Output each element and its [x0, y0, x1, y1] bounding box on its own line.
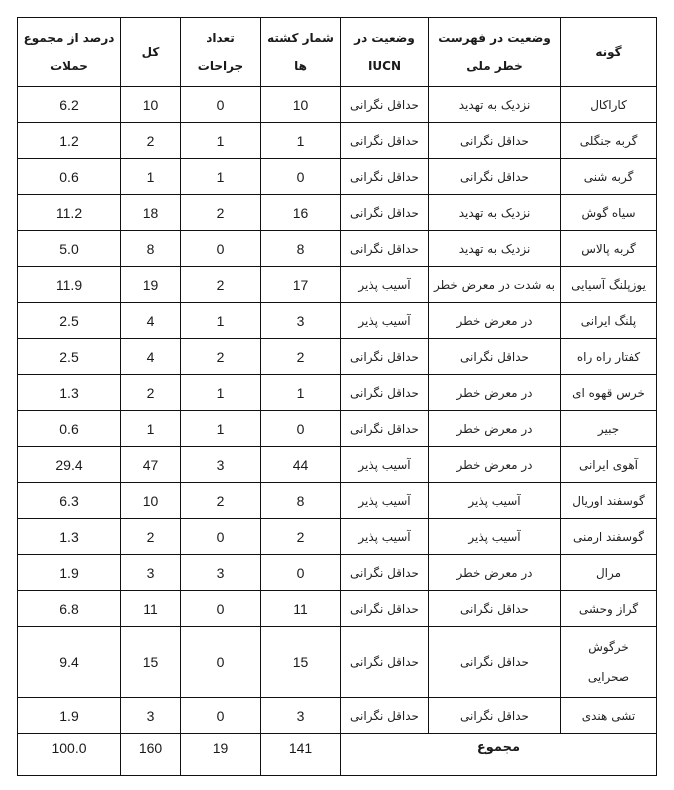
table-row: [18, 375, 657, 411]
total-count: 160: [121, 734, 181, 776]
table-row: [18, 555, 657, 591]
table-row: [18, 159, 657, 195]
total-label: مجموع: [341, 734, 657, 776]
cell-kills: 0: [261, 159, 341, 195]
totals-row: [18, 734, 657, 776]
cell-species: مرال: [561, 555, 657, 591]
cell-kills: 15: [261, 627, 341, 698]
cell-national-status: آسیب پذیر: [429, 483, 561, 519]
total-injuries: 19: [181, 734, 261, 776]
cell-total: 18: [121, 195, 181, 231]
cell-iucn-status: حداقل نگرانی: [341, 231, 429, 267]
cell-kills: 16: [261, 195, 341, 231]
cell-iucn-status: حداقل نگرانی: [341, 627, 429, 698]
cell-species: تشی هندی: [561, 698, 657, 734]
table-row: [18, 483, 657, 519]
header-total: کل: [121, 18, 181, 87]
cell-species: آهوی ایرانی: [561, 447, 657, 483]
cell-injuries: 3: [181, 447, 261, 483]
header-row: [18, 18, 657, 87]
cell-percent: 11.9: [18, 267, 121, 303]
cell-total: 4: [121, 339, 181, 375]
cell-injuries: 1: [181, 411, 261, 447]
cell-total: 15: [121, 627, 181, 698]
cell-injuries: 0: [181, 231, 261, 267]
cell-percent: 1.3: [18, 375, 121, 411]
cell-percent: 11.2: [18, 195, 121, 231]
cell-iucn-status: آسیب پذیر: [341, 483, 429, 519]
cell-injuries: 1: [181, 303, 261, 339]
cell-total: 19: [121, 267, 181, 303]
cell-species: سیاه گوش: [561, 195, 657, 231]
header-percent: درصد از مجموع حملات: [18, 18, 121, 87]
cell-national-status: در معرض خطر: [429, 375, 561, 411]
cell-total: 2: [121, 375, 181, 411]
cell-species: گوسفند اوریال: [561, 483, 657, 519]
cell-iucn-status: حداقل نگرانی: [341, 159, 429, 195]
cell-national-status: نزدیک به تهدید: [429, 231, 561, 267]
cell-injuries: 1: [181, 123, 261, 159]
cell-kills: 8: [261, 231, 341, 267]
cell-injuries: 1: [181, 375, 261, 411]
cell-injuries: 2: [181, 195, 261, 231]
cell-national-status: حداقل نگرانی: [429, 698, 561, 734]
cell-iucn-status: آسیب پذیر: [341, 267, 429, 303]
header-national-status: وضعیت در فهرست خطر ملی: [429, 18, 561, 87]
cell-national-status: در معرض خطر: [429, 411, 561, 447]
cell-kills: 3: [261, 303, 341, 339]
cell-national-status: حداقل نگرانی: [429, 123, 561, 159]
cell-total: 3: [121, 555, 181, 591]
cell-national-status: به شدت در معرض خطر: [429, 267, 561, 303]
cell-total: 10: [121, 483, 181, 519]
cell-total: 1: [121, 411, 181, 447]
cell-species: خرگوش صحرایی: [561, 627, 657, 698]
cell-injuries: 0: [181, 627, 261, 698]
wildlife-attacks-table: [17, 17, 657, 776]
cell-injuries: 2: [181, 267, 261, 303]
cell-percent: 6.2: [18, 87, 121, 123]
cell-iucn-status: آسیب پذیر: [341, 303, 429, 339]
cell-total: 2: [121, 123, 181, 159]
cell-percent: 0.6: [18, 159, 121, 195]
cell-iucn-status: آسیب پذیر: [341, 447, 429, 483]
cell-national-status: آسیب پذیر: [429, 519, 561, 555]
cell-injuries: 0: [181, 519, 261, 555]
cell-iucn-status: حداقل نگرانی: [341, 411, 429, 447]
cell-species: گربه شنی: [561, 159, 657, 195]
cell-iucn-status: حداقل نگرانی: [341, 375, 429, 411]
cell-percent: 1.3: [18, 519, 121, 555]
table-row: [18, 267, 657, 303]
cell-national-status: نزدیک به تهدید: [429, 195, 561, 231]
total-kills: 141: [261, 734, 341, 776]
cell-kills: 2: [261, 519, 341, 555]
cell-injuries: 2: [181, 339, 261, 375]
cell-kills: 17: [261, 267, 341, 303]
cell-iucn-status: حداقل نگرانی: [341, 591, 429, 627]
table-row: [18, 698, 657, 734]
cell-kills: 44: [261, 447, 341, 483]
cell-kills: 0: [261, 411, 341, 447]
cell-total: 4: [121, 303, 181, 339]
table-row: [18, 447, 657, 483]
cell-total: 8: [121, 231, 181, 267]
table-row: [18, 519, 657, 555]
cell-iucn-status: حداقل نگرانی: [341, 339, 429, 375]
cell-injuries: 2: [181, 483, 261, 519]
cell-species: گوسفند ارمنی: [561, 519, 657, 555]
cell-total: 1: [121, 159, 181, 195]
cell-kills: 11: [261, 591, 341, 627]
cell-percent: 6.3: [18, 483, 121, 519]
header-kills: شمار کشته ها: [261, 18, 341, 87]
cell-species: کاراکال: [561, 87, 657, 123]
cell-percent: 2.5: [18, 339, 121, 375]
table-body: [18, 87, 657, 776]
cell-kills: 10: [261, 87, 341, 123]
cell-species: یوزپلنگ آسیایی: [561, 267, 657, 303]
total-percent: 100.0: [18, 734, 121, 776]
cell-national-status: در معرض خطر: [429, 303, 561, 339]
cell-species: گراز وحشی: [561, 591, 657, 627]
cell-national-status: در معرض خطر: [429, 447, 561, 483]
cell-iucn-status: حداقل نگرانی: [341, 195, 429, 231]
table-row: [18, 87, 657, 123]
cell-species: گربه جنگلی: [561, 123, 657, 159]
cell-national-status: حداقل نگرانی: [429, 159, 561, 195]
cell-national-status: حداقل نگرانی: [429, 339, 561, 375]
cell-iucn-status: آسیب پذیر: [341, 519, 429, 555]
table-row: [18, 195, 657, 231]
cell-injuries: 0: [181, 591, 261, 627]
cell-kills: 2: [261, 339, 341, 375]
cell-species: خرس قهوه ای: [561, 375, 657, 411]
header-iucn-status: وضعیت در IUCN: [341, 18, 429, 87]
cell-species: کفتار راه راه: [561, 339, 657, 375]
cell-total: 10: [121, 87, 181, 123]
cell-percent: 9.4: [18, 627, 121, 698]
cell-kills: 1: [261, 375, 341, 411]
cell-total: 11: [121, 591, 181, 627]
cell-iucn-status: حداقل نگرانی: [341, 87, 429, 123]
cell-percent: 6.8: [18, 591, 121, 627]
cell-injuries: 0: [181, 698, 261, 734]
cell-total: 3: [121, 698, 181, 734]
cell-percent: 29.4: [18, 447, 121, 483]
cell-kills: 0: [261, 555, 341, 591]
cell-percent: 0.6: [18, 411, 121, 447]
cell-iucn-status: حداقل نگرانی: [341, 123, 429, 159]
header-species: گونه: [561, 18, 657, 87]
cell-percent: 1.9: [18, 698, 121, 734]
cell-iucn-status: حداقل نگرانی: [341, 698, 429, 734]
cell-injuries: 1: [181, 159, 261, 195]
cell-percent: 1.9: [18, 555, 121, 591]
cell-injuries: 3: [181, 555, 261, 591]
cell-total: 2: [121, 519, 181, 555]
table-row: [18, 627, 657, 698]
cell-species: گربه پالاس: [561, 231, 657, 267]
table-row: [18, 411, 657, 447]
cell-species: جبیر: [561, 411, 657, 447]
cell-percent: 5.0: [18, 231, 121, 267]
cell-injuries: 0: [181, 87, 261, 123]
cell-species: پلنگ ایرانی: [561, 303, 657, 339]
cell-national-status: نزدیک به تهدید: [429, 87, 561, 123]
cell-total: 47: [121, 447, 181, 483]
table-row: [18, 303, 657, 339]
table-row: [18, 231, 657, 267]
cell-national-status: در معرض خطر: [429, 555, 561, 591]
cell-national-status: حداقل نگرانی: [429, 627, 561, 698]
header-injuries: تعداد جراحات: [181, 18, 261, 87]
cell-kills: 8: [261, 483, 341, 519]
cell-percent: 1.2: [18, 123, 121, 159]
table-row: [18, 123, 657, 159]
cell-kills: 3: [261, 698, 341, 734]
table-row: [18, 591, 657, 627]
cell-kills: 1: [261, 123, 341, 159]
cell-national-status: حداقل نگرانی: [429, 591, 561, 627]
table-row: [18, 339, 657, 375]
cell-iucn-status: حداقل نگرانی: [341, 555, 429, 591]
cell-percent: 2.5: [18, 303, 121, 339]
